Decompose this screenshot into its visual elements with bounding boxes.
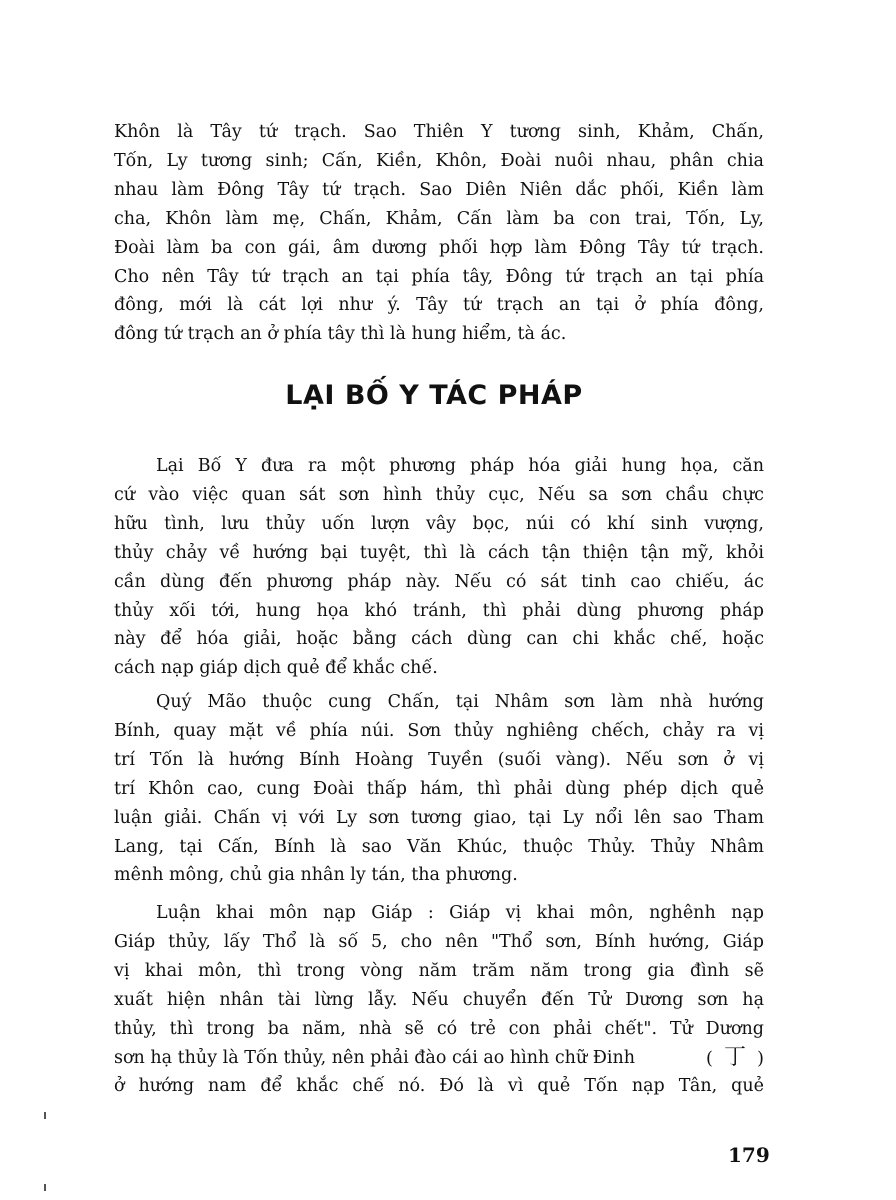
close-paren: ) [757,1048,764,1069]
text-line: xuất hiện nhân tài lừng lẫy. Nếu chuyển đến Tử Dương sơn hạ [114,989,764,1010]
text-line: cứ vào việc quan sát sơn hình thủy cục, Nếu sa sơn chầu chực [114,484,764,505]
text-line: thủy chảy về hướng bại tuyệt, thì là cách tận thiện tận mỹ, khỏi [114,542,764,563]
text-line: Quý Mão thuộc cung Chấn, tại Nhâm sơn làm nhà hướng [156,692,764,712]
scan-mark [44,1112,46,1119]
text-line: trí Khôn cao, cung Đoài thấp hám, thì phải dùng phép dịch quẻ [114,778,764,799]
text-line: Cho nên Tây tứ trạch an tại phía tây, Đông tứ trạch an tại phía [114,266,764,287]
text-line: Đoài làm ba con gái, âm dương phối hợp làm Đông Tây tứ trạch. [114,237,764,258]
text-line: mênh mông, chủ gia nhân ly tán, tha phương. [114,865,518,886]
paragraph-3 [114,899,764,1101]
text-line: nhau làm Đông Tây tứ trạch. Sao Diên Niên dắc phối, Kiền làm [114,179,764,200]
text-line: Tốn, Ly tương sinh; Cấn, Kiền, Khôn, Đoài nuôi nhau, phân chia [114,150,764,171]
text-line: Lang, tại Cấn, Bính là sao Văn Khúc, thuộc Thủy. Thủy Nhâm [114,836,764,857]
text-segment: sơn hạ thủy là Tốn thủy, nên phải đào cái ao hình chữ Đinh [114,1047,636,1068]
text-line: cha, Khôn làm mẹ, Chấn, Khảm, Cấn làm ba con trai, Tốn, Ly, [114,208,764,229]
text-line: Luận khai môn nạp Giáp : Giáp vị khai môn, nghênh nạp [156,903,764,923]
text-line: đông, mới là cát lợi như ý. Tây tứ trạch an tại ở phía đông, [114,295,764,316]
section-title: LẠI BỐ Y TÁC PHÁP [285,380,583,411]
text-line: vị khai môn, thì trong vòng năm trăm năm trong gia đình sẽ [114,960,764,981]
paragraph-1 [114,452,764,683]
text-line: luận giải. Chấn vị với Ly sơn tương giao, tại Ly nổi lên sao Tham [114,807,764,828]
text-line: Giáp thủy, lấy Thổ là số 5, cho nên "Thổ sơn, Bính hướng, Giáp [114,931,764,952]
dinh-glyph: 丁 [724,1044,747,1070]
text-line: cách nạp giáp dịch quẻ để khắc chế. [114,658,438,679]
text-line: thủy xối tới, hung họa khó tránh, thì phải dùng phương pháp [114,600,764,621]
page-number: 179 [728,1143,770,1167]
text-line: này để hóa giải, hoặc bằng cách dùng can chi khắc chế, hoặc [114,629,764,650]
text-line: trí Tốn là hướng Bính Hoàng Tuyền (suối vàng). Nếu sơn ở vị [114,749,764,770]
text-line-with-glyph [114,1044,764,1073]
text-line: cần dùng đến phương pháp này. Nếu có sát tinh cao chiếu, ác [114,571,764,592]
text-line: ở hướng nam để khắc chế nó. Đó là vì quẻ Tốn nạp Tân, quẻ [114,1076,764,1097]
text-line: Bính, quay mặt về phía núi. Sơn thủy nghiêng chếch, chảy ra vị [114,720,764,741]
text-line: đông tứ trạch an ở phía tây thì là hung hiểm, tà ác. [114,324,567,345]
scan-mark [44,1184,46,1191]
text-line: Lại Bố Y đưa ra một phương pháp hóa giải hung họa, căn [156,456,764,476]
text-line: thủy, thì trong ba năm, nhà sẽ có trẻ con phải chết". Tử Dương [114,1018,764,1039]
dinh-character-inline [706,1044,764,1074]
top-paragraph [114,118,764,349]
text-line: hữu tình, lưu thủy uốn lượn vây bọc, núi có khí sinh vượng, [114,513,764,534]
paragraph-2 [114,688,764,890]
open-paren: ( [706,1048,713,1069]
text-line: Khôn là Tây tứ trạch. Sao Thiên Y tương sinh, Khảm, Chấn, [114,122,764,142]
